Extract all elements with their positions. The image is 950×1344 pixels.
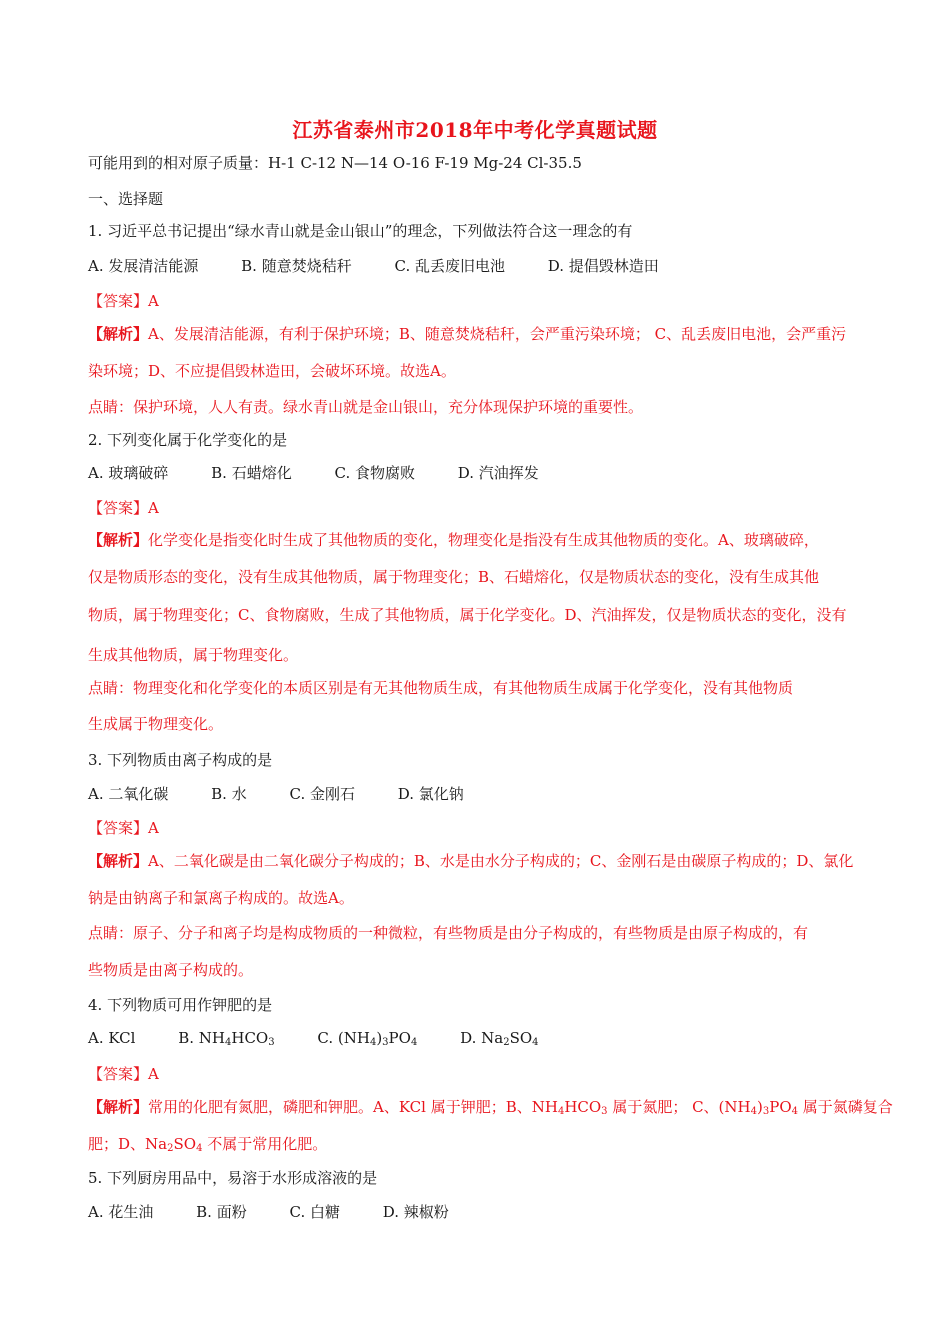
question-5-stem: 5. 下列厨房用品中，易溶于水形成溶液的是 [88,1169,378,1187]
option-b: B. 石蜡熔化 [211,464,292,482]
question-2-answer: 【答案】A [88,499,159,517]
question-4-analysis-line-2: 肥；D、$Na_2SO_4$ 不属于常用化肥。 [88,1135,328,1154]
question-2-analysis-line-4: 生成其他物质，属于物理变化。 [88,646,299,664]
question-3-options [88,783,868,804]
option-d: D. $Na_2SO_4$ [460,1029,539,1048]
option-b: B. $NH_4HCO_3$ [178,1029,275,1048]
option-b: B. 面粉 [196,1203,247,1221]
option-d: D. 汽油挥发 [457,464,539,482]
question-2-options [88,462,868,483]
analysis-label: 【解析】 [88,531,149,549]
question-1-analysis-line-1 [88,323,868,344]
analysis-text: A、发展清洁能源，有利于保护环境；B、随意焚烧秸秆，会严重污染环境； C、乱丢废旧电池，会严重污 [148,325,847,343]
question-2-tips-line-2: 生成属于物理变化。 [88,715,224,733]
section-heading: 一、选择题 [88,190,164,208]
analysis-label: 【解析】 [88,1098,149,1116]
question-2-tips-line-1: 点睛：物理变化和化学变化的本质区别是有无其他物质生成，有其他物质生成属于化学变化，没有其他物质 [88,679,794,697]
question-2-stem: 2. 下列变化属于化学变化的是 [88,431,288,449]
option-d: D. 辣椒粉 [382,1203,449,1221]
question-1-answer: 【答案】A [88,292,159,310]
question-2-analysis-line-1 [88,529,868,550]
option-a: A. 花生油 [88,1203,154,1221]
analysis-text: A、二氧化碳是由二氧化碳分子构成的；B、水是由水分子构成的；C、金刚石是由碳原子构成的；D、氯化 [148,852,854,870]
question-2-analysis-line-3: 物质，属于物理变化；C、食物腐败，生成了其他物质，属于化学变化。D、汽油挥发，仅是物质状态的变化，没有 [88,606,847,624]
question-1-stem: 1. 习近平总书记提出“绿水青山就是金山银山”的理念，下列做法符合这一理念的有 [88,222,633,240]
option-a: A. 玻璃破碎 [88,464,169,482]
question-3-stem: 3. 下列物质由离子构成的是 [88,751,273,769]
question-2-analysis-line-2: 仅是物质形态的变化，没有生成其他物质，属于物理变化；B、石蜡熔化，仅是物质状态的变化，没有生成其他 [88,568,820,586]
option-c: C. 金刚石 [289,785,355,803]
option-c: C. 乱丢废旧电池 [394,257,505,275]
option-d: D. 氯化钠 [397,785,464,803]
question-3-analysis-line-1 [88,850,868,871]
atomic-masses-line: 可能用到的相对原子质量：H-1 C-12 N—14 O-16 F-19 Mg-24 Cl-35.5 [88,154,582,172]
option-a: A. 二氧化碳 [88,785,169,803]
question-3-answer: 【答案】A [88,819,159,837]
option-d: D. 提倡毁林造田 [547,257,659,275]
question-3-analysis-line-2: 钠是由钠离子和氯离子构成的。故选A。 [88,889,354,907]
option-b: B. 随意焚烧秸秆 [241,257,352,275]
option-b: B. 水 [211,785,247,803]
question-4-answer: 【答案】A [88,1065,159,1083]
question-1-tips: 点睛：保护环境，人人有责。绿水青山就是金山银山，充分体现保护环境的重要性。 [88,398,644,416]
analysis-label: 【解析】 [88,325,149,343]
option-c: C. 食物腐败 [334,464,415,482]
option-a: A. 发展清洁能源 [88,257,199,275]
question-3-tips-line-2: 些物质是由离子构成的。 [88,961,254,979]
option-c: C. $(NH_4)_3PO_4$ [317,1029,418,1048]
option-a: A. KCl [88,1029,136,1047]
question-5-options [88,1201,868,1222]
analysis-text: 常用的化肥有氮肥，磷肥和钾肥。A、KCl 属于钾肥；B、$NH_4HCO_3$ 属于氮肥； C、$(NH_4)_3PO_4$ 属于氮磷复合 [148,1098,893,1117]
question-1-options [88,255,868,276]
option-c: C. 白糖 [289,1203,340,1221]
question-4-analysis-line-1 [88,1096,893,1117]
question-4-stem: 4. 下列物质可用作钾肥的是 [88,996,273,1014]
question-4-options [88,1029,868,1047]
question-1-analysis-line-2: 染环境；D、不应提倡毁林造田，会破坏环境。故选A。 [88,362,456,380]
analysis-label: 【解析】 [88,852,149,870]
question-3-tips-line-1: 点睛：原子、分子和离子均是构成物质的一种微粒，有些物质是由分子构成的，有些物质是由原子构成的，有 [88,924,809,942]
document-title: 江苏省泰州市2018年中考化学真题试题 [292,118,658,142]
analysis-text: 化学变化是指变化时生成了其他物质的变化，物理变化是指没有生成其他物质的变化。A、玻璃破碎， [148,531,819,549]
